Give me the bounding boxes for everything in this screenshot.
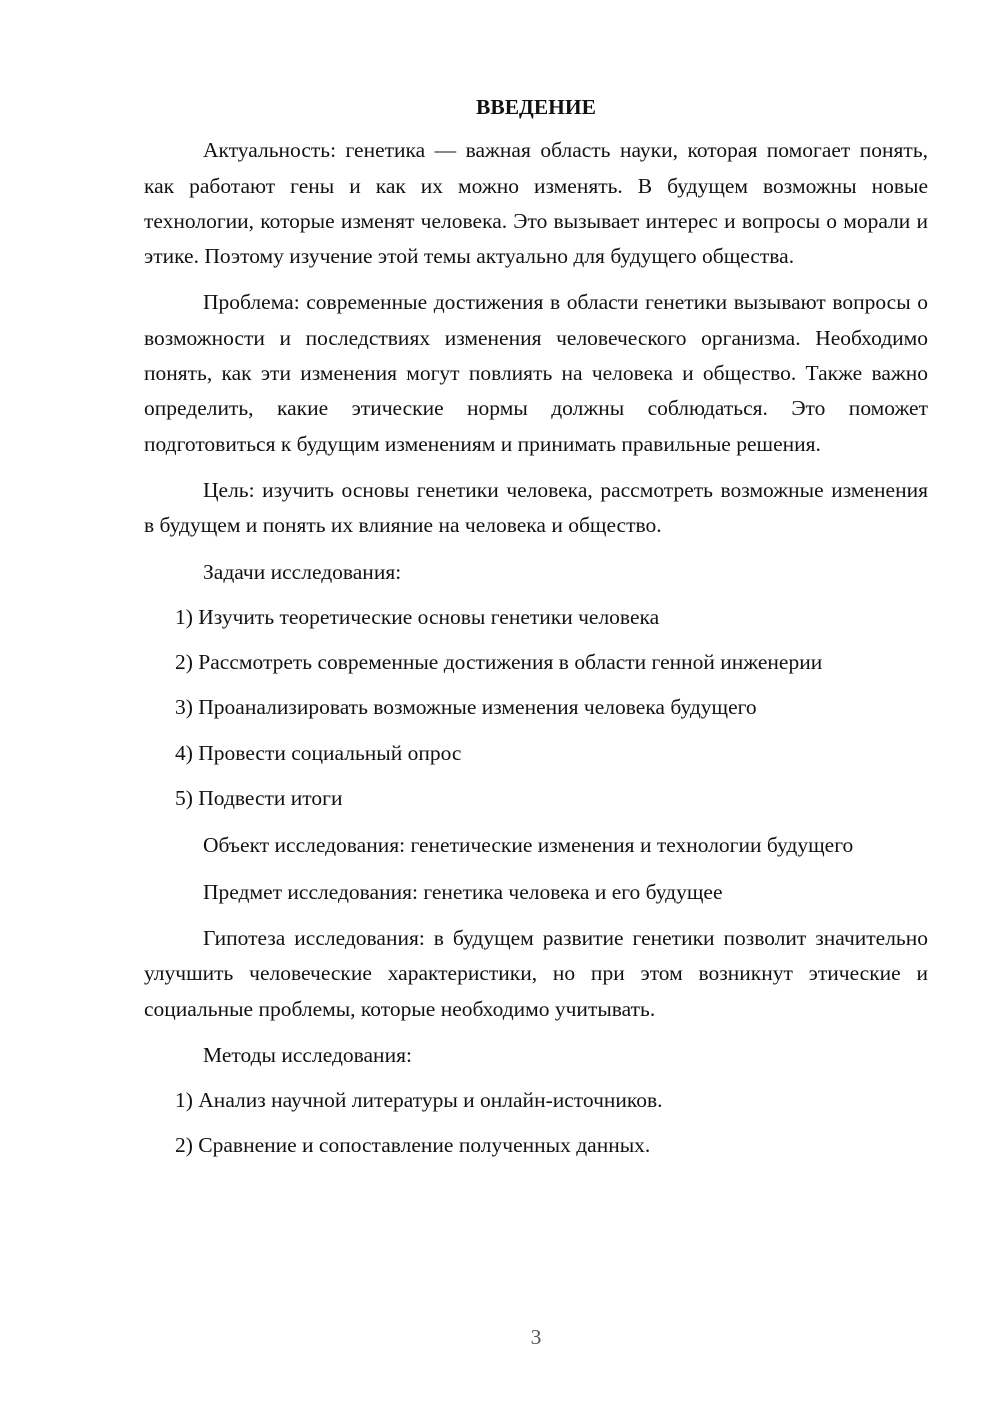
goal-paragraph: Цель: изучить основы генетики человека, рассмотреть возможные изменения в будущем и понять их влияние на человека и общество. [144, 477, 928, 538]
tasks-label: Задачи исследования: [203, 559, 402, 584]
problem-paragraph: Проблема: современные достижения в области генетики вызывают вопросы о возможности и последствиях изменения человеческого организма. Необходимо понять, как эти изменения могут повлиять на человека и общество. Также важно определить, какие этические нормы должны соблюдаться. Это поможет подготовиться к будущим изменениям и принимать правильные решения. [144, 290, 928, 456]
hypothesis-paragraph: Гипотеза исследования: в будущем развитие генетики позволит значительно улучшить человеческие характеристики, но при этом возникнут этические и социальные проблемы, которые необходимо учитывать. [144, 925, 928, 1021]
task-item: 4) Провести социальный опрос [175, 740, 462, 765]
document-page [144, 90, 928, 1176]
method-item: 2) Сравнение и сопоставление полученных данных. [175, 1133, 651, 1158]
task-item: 3) Проанализировать возможные изменения человека будущего [175, 695, 757, 720]
task-item: 5) Подвести итоги [175, 786, 343, 811]
section-heading: ВВЕДЕНИЕ [476, 95, 596, 119]
tasks-list [144, 600, 928, 816]
method-item: 1) Анализ научной литературы и онлайн-источников. [175, 1088, 663, 1113]
object-paragraph: Объект исследования: генетические изменения и технологии будущего [203, 833, 854, 858]
task-item: 1) Изучить теоретические основы генетики человека [175, 604, 660, 629]
subject-paragraph: Предмет исследования: генетика человека и его будущее [203, 879, 723, 904]
methods-list [144, 1083, 928, 1164]
methods-label: Методы исследования: [203, 1042, 412, 1067]
relevance-paragraph: Актуальность: генетика — важная область науки, которая помогает понять, как работают гены и как их можно изменять. В будущем возможны новые технологии, которые изменят человека. Это вызывает интерес и вопросы о морали и этике. Поэтому изучение этой темы актуально для будущего общества. [144, 138, 928, 269]
task-item: 2) Рассмотреть современные достижения в области генной инженерии [175, 650, 823, 675]
page-number: 3 [530, 1325, 542, 1349]
